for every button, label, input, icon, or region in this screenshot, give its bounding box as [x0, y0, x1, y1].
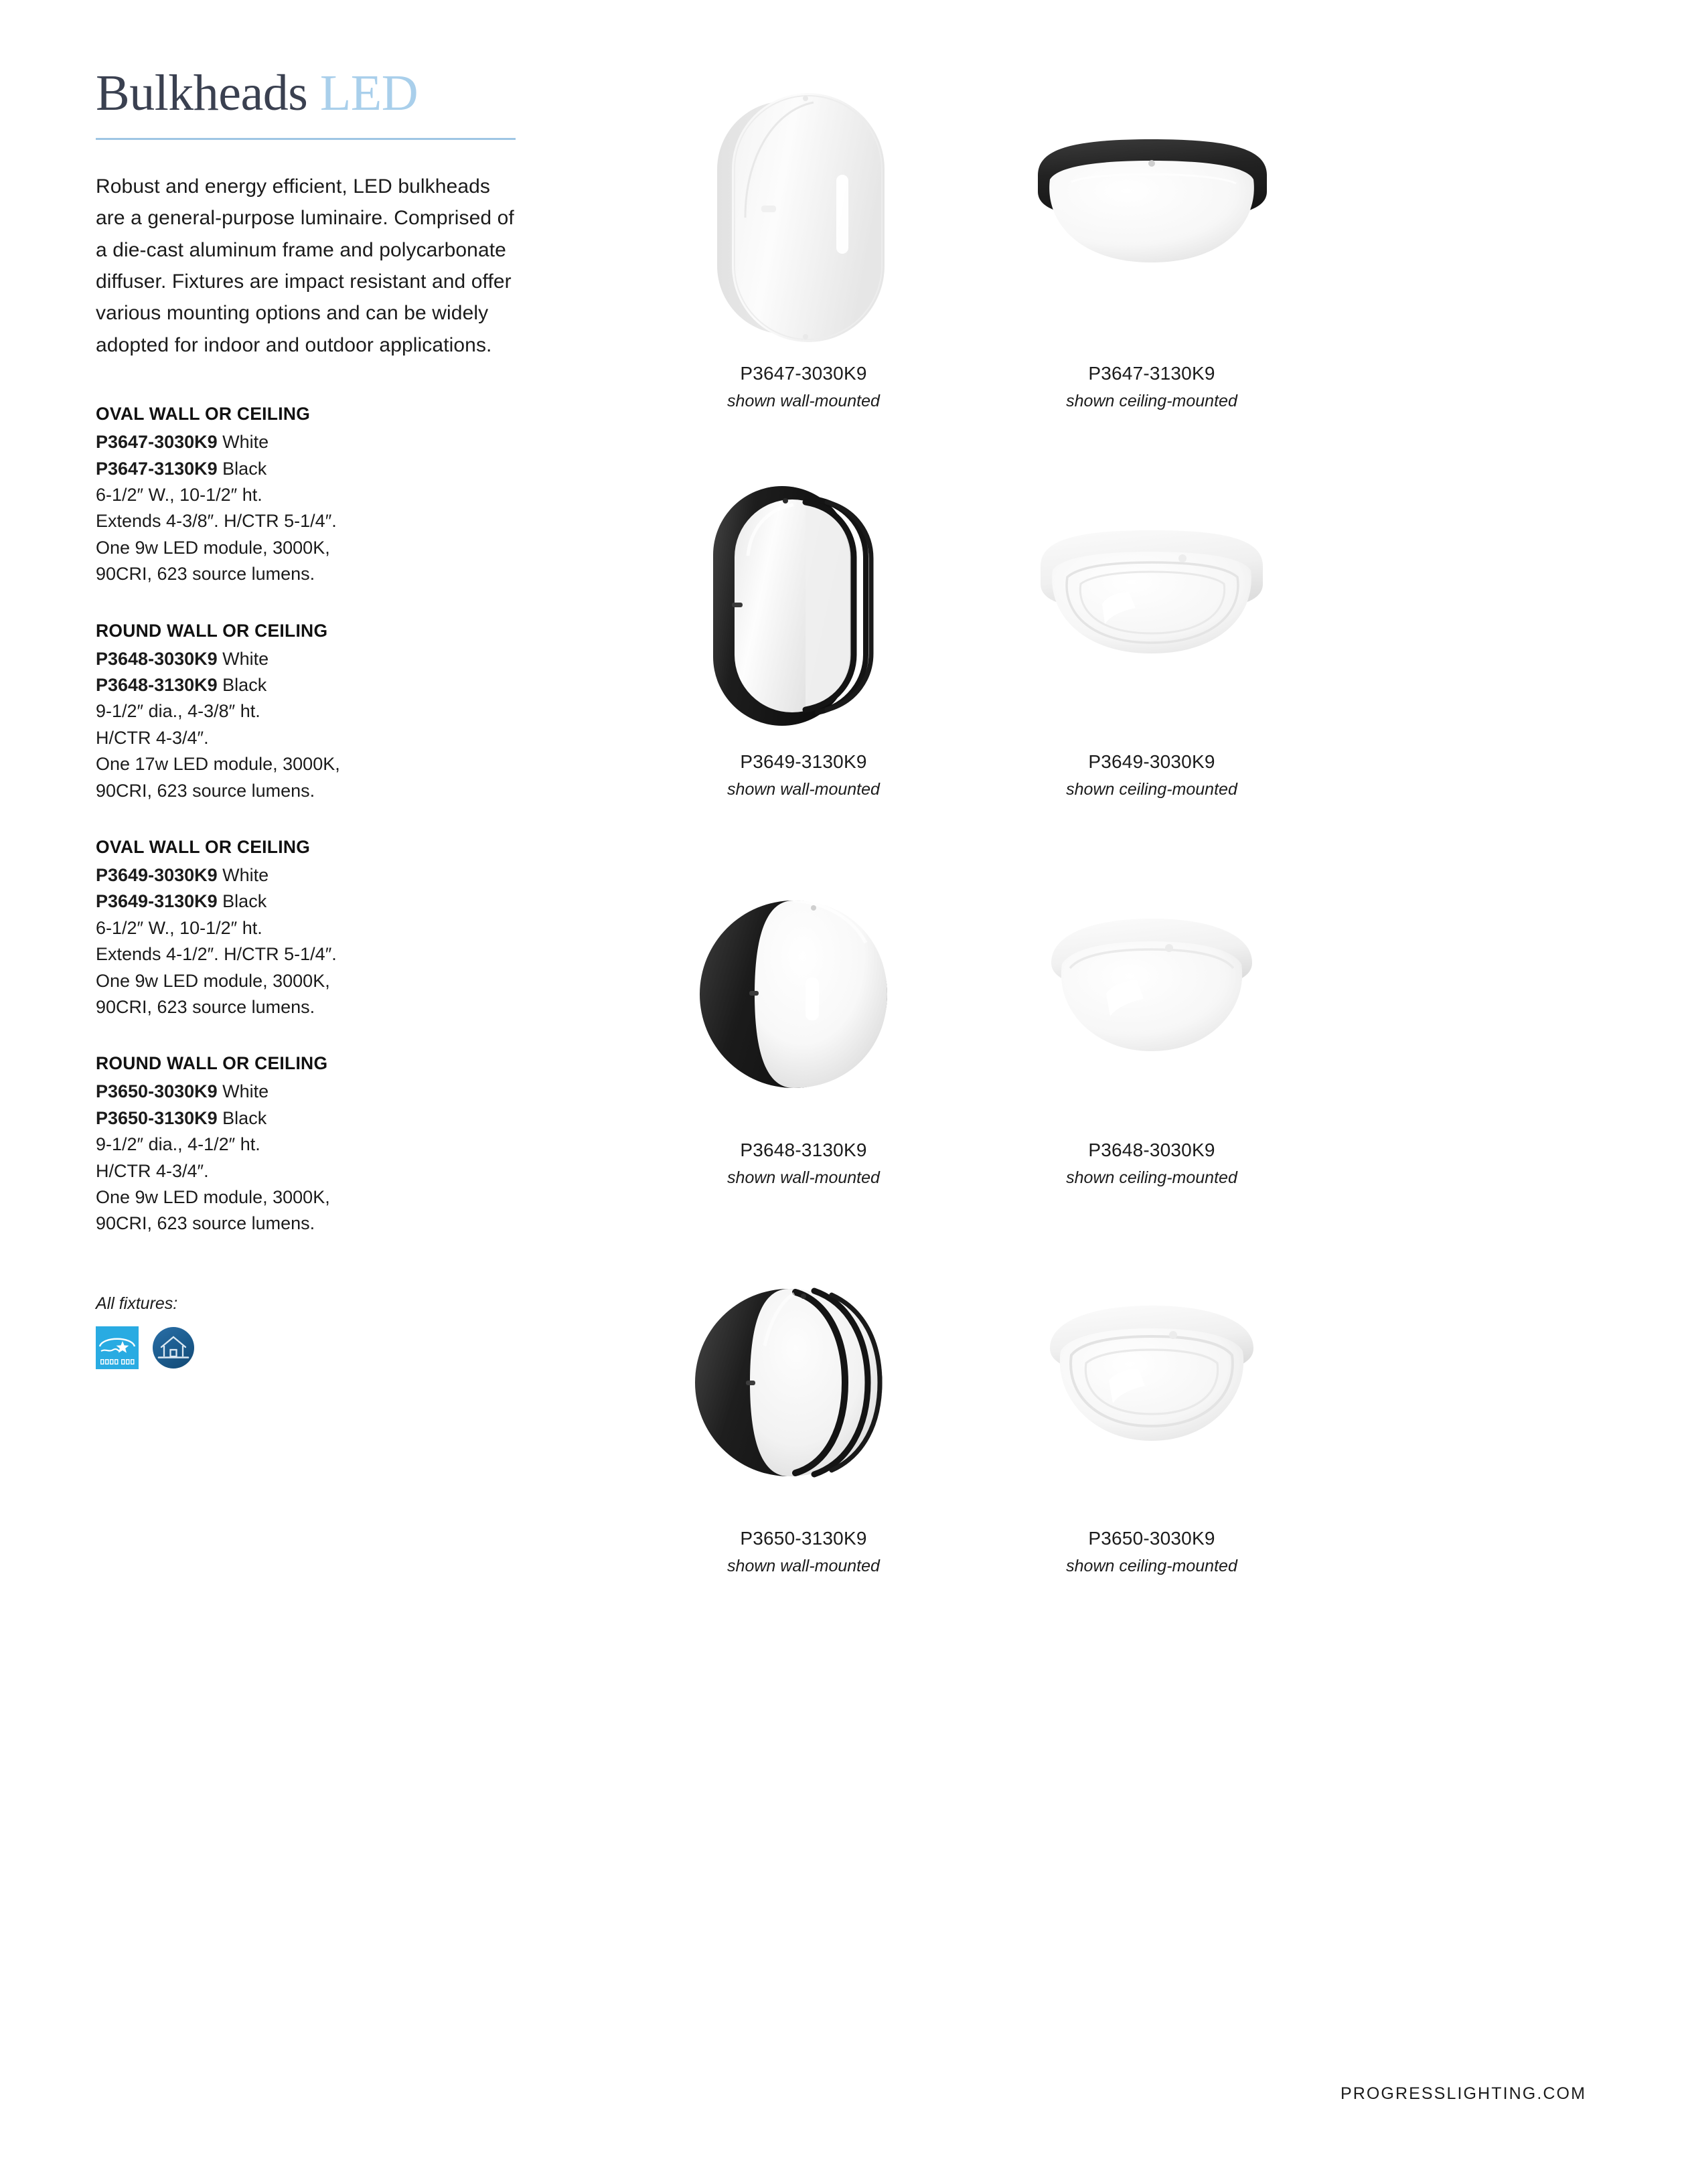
spec-dimensions-1: 6-1/2″ W., 10-1/2″ ht.: [96, 917, 262, 938]
product-code: P3650-3130K9: [740, 1528, 867, 1549]
page-title-accent: LED: [319, 65, 418, 121]
left-content-column: [96, 67, 524, 1369]
spec-heading: ROUND WALL OR CEILING: [96, 620, 328, 641]
sku-finish: Black: [222, 458, 267, 479]
spec-sku-black: [96, 1105, 498, 1132]
sku-finish: Black: [222, 674, 267, 695]
sku-finish: Black: [222, 1107, 267, 1128]
sku-code: P3648-3130K9: [96, 674, 218, 695]
product-mount-note: shown ceiling-mounted: [1066, 1168, 1237, 1187]
certification-badges: [96, 1326, 524, 1369]
all-fixtures-label: All fixtures:: [96, 1294, 178, 1313]
product-code: P3648-3130K9: [740, 1140, 867, 1160]
spec-heading: OVAL WALL OR CEILING: [96, 837, 311, 858]
product-mount-note: shown wall-mounted: [727, 392, 880, 410]
product-image-grid: [643, 74, 1379, 1627]
product-code: P3649-3130K9: [740, 751, 867, 772]
sku-code: P3647-3130K9: [96, 458, 218, 479]
intro-paragraph: Robust and energy efficient, LED bulkheads are a general-purpose luminaire. Comprised of a die-cast aluminum frame and polycarbonate diffuser. Fixtures are impact resistant and offer various mounting options and can be widely adopted for indoor and outdoor applications.: [96, 175, 514, 356]
product-row: [643, 462, 1379, 850]
product-mount-note: shown ceiling-mounted: [1066, 392, 1237, 410]
spec-block: [96, 837, 498, 1020]
title-divider-rule: [96, 138, 516, 140]
spec-lamp-1: One 17w LED module, 3000K,: [96, 754, 340, 775]
product-mount-note: shown wall-mounted: [727, 1557, 880, 1575]
spec-block: [96, 404, 498, 587]
product-mount-note: shown ceiling-mounted: [1066, 1557, 1237, 1575]
product-row: [643, 1239, 1379, 1627]
sku-finish: White: [222, 1081, 269, 1102]
product-image-oval-white-wall: [643, 74, 964, 362]
sku-finish: White: [222, 865, 269, 886]
spec-sku-white: [96, 862, 498, 888]
product-cell: [991, 74, 1312, 411]
spec-sku-white: [96, 1079, 498, 1105]
spec-block: [96, 1053, 498, 1237]
sku-finish: Black: [222, 891, 267, 912]
spec-block: [96, 621, 498, 804]
spec-sku-black: [96, 888, 498, 915]
product-row: [643, 74, 1379, 462]
spec-lamp-2: 90CRI, 623 source lumens.: [96, 780, 315, 801]
spec-heading: ROUND WALL OR CEILING: [96, 1053, 328, 1074]
sku-finish: White: [222, 648, 269, 669]
sku-code: P3650-3130K9: [96, 1107, 218, 1128]
product-code: P3650-3030K9: [1088, 1528, 1215, 1549]
product-cell: [643, 1239, 964, 1576]
product-image-oval-black-ceiling: [991, 74, 1312, 362]
page-title-main: Bulkheads: [96, 65, 308, 121]
spec-lamp-1: One 9w LED module, 3000K,: [96, 970, 330, 991]
product-cell: [643, 74, 964, 411]
product-code: P3647-3130K9: [1088, 363, 1215, 384]
spec-lamp-1: One 9w LED module, 3000K,: [96, 1187, 330, 1208]
spec-lamp-2: 90CRI, 623 source lumens.: [96, 997, 315, 1018]
spec-dimensions-1: 9-1/2″ dia., 4-1/2″ ht.: [96, 1134, 260, 1155]
product-image-round-black-ribbed-wall: [643, 1239, 964, 1527]
spec-dimensions-1: 6-1/2″ W., 10-1/2″ ht.: [96, 484, 262, 505]
spec-dimensions-2: H/CTR 4-3/4″.: [96, 727, 209, 748]
product-code: P3649-3030K9: [1088, 751, 1215, 772]
product-mount-note: shown wall-mounted: [727, 780, 880, 799]
product-cell: [991, 462, 1312, 799]
product-image-oval-black-ribbed-wall: [643, 462, 964, 750]
product-cell: [991, 1239, 1312, 1576]
product-code: P3647-3030K9: [740, 363, 867, 384]
product-image-round-white-ribbed-ceiling: [991, 1239, 1312, 1527]
damp-location-house-badge-icon: [152, 1326, 195, 1369]
page-title: [96, 67, 524, 138]
product-cell: [643, 462, 964, 799]
spec-heading: OVAL WALL OR CEILING: [96, 404, 311, 424]
product-mount-note: shown wall-mounted: [727, 1168, 880, 1187]
product-image-round-black-wall: [643, 850, 964, 1138]
product-cell: [991, 850, 1312, 1188]
spec-sku-white: [96, 429, 498, 455]
sku-code: P3649-3130K9: [96, 891, 218, 912]
spec-dimensions-1: 9-1/2″ dia., 4-3/8″ ht.: [96, 701, 260, 722]
product-row: [643, 850, 1379, 1239]
spec-lamp-2: 90CRI, 623 source lumens.: [96, 1213, 315, 1234]
sku-code: P3650-3030K9: [96, 1081, 218, 1102]
product-image-round-white-ceiling: [991, 850, 1312, 1138]
spec-sku-black: [96, 672, 498, 698]
product-cell: [643, 850, 964, 1188]
sku-code: P3649-3030K9: [96, 865, 218, 886]
spec-lamp-1: One 9w LED module, 3000K,: [96, 537, 330, 558]
product-mount-note: shown ceiling-mounted: [1066, 780, 1237, 799]
spec-sku-white: [96, 646, 498, 672]
spec-dimensions-2: H/CTR 4-3/4″.: [96, 1160, 209, 1181]
sku-finish: White: [222, 432, 269, 453]
footer-website: PROGRESSLIGHTING.COM: [1340, 2084, 1586, 2103]
sku-code: P3647-3030K9: [96, 432, 218, 453]
product-image-oval-white-ribbed-ceiling: [991, 462, 1312, 750]
energy-star-badge-icon: [96, 1326, 139, 1369]
product-code: P3648-3030K9: [1088, 1140, 1215, 1160]
sku-code: P3648-3030K9: [96, 648, 218, 669]
spec-lamp-2: 90CRI, 623 source lumens.: [96, 564, 315, 584]
spec-dimensions-2: Extends 4-1/2″. H/CTR 5-1/4″.: [96, 944, 337, 965]
spec-dimensions-2: Extends 4-3/8″. H/CTR 5-1/4″.: [96, 511, 337, 532]
spec-sku-black: [96, 456, 498, 482]
